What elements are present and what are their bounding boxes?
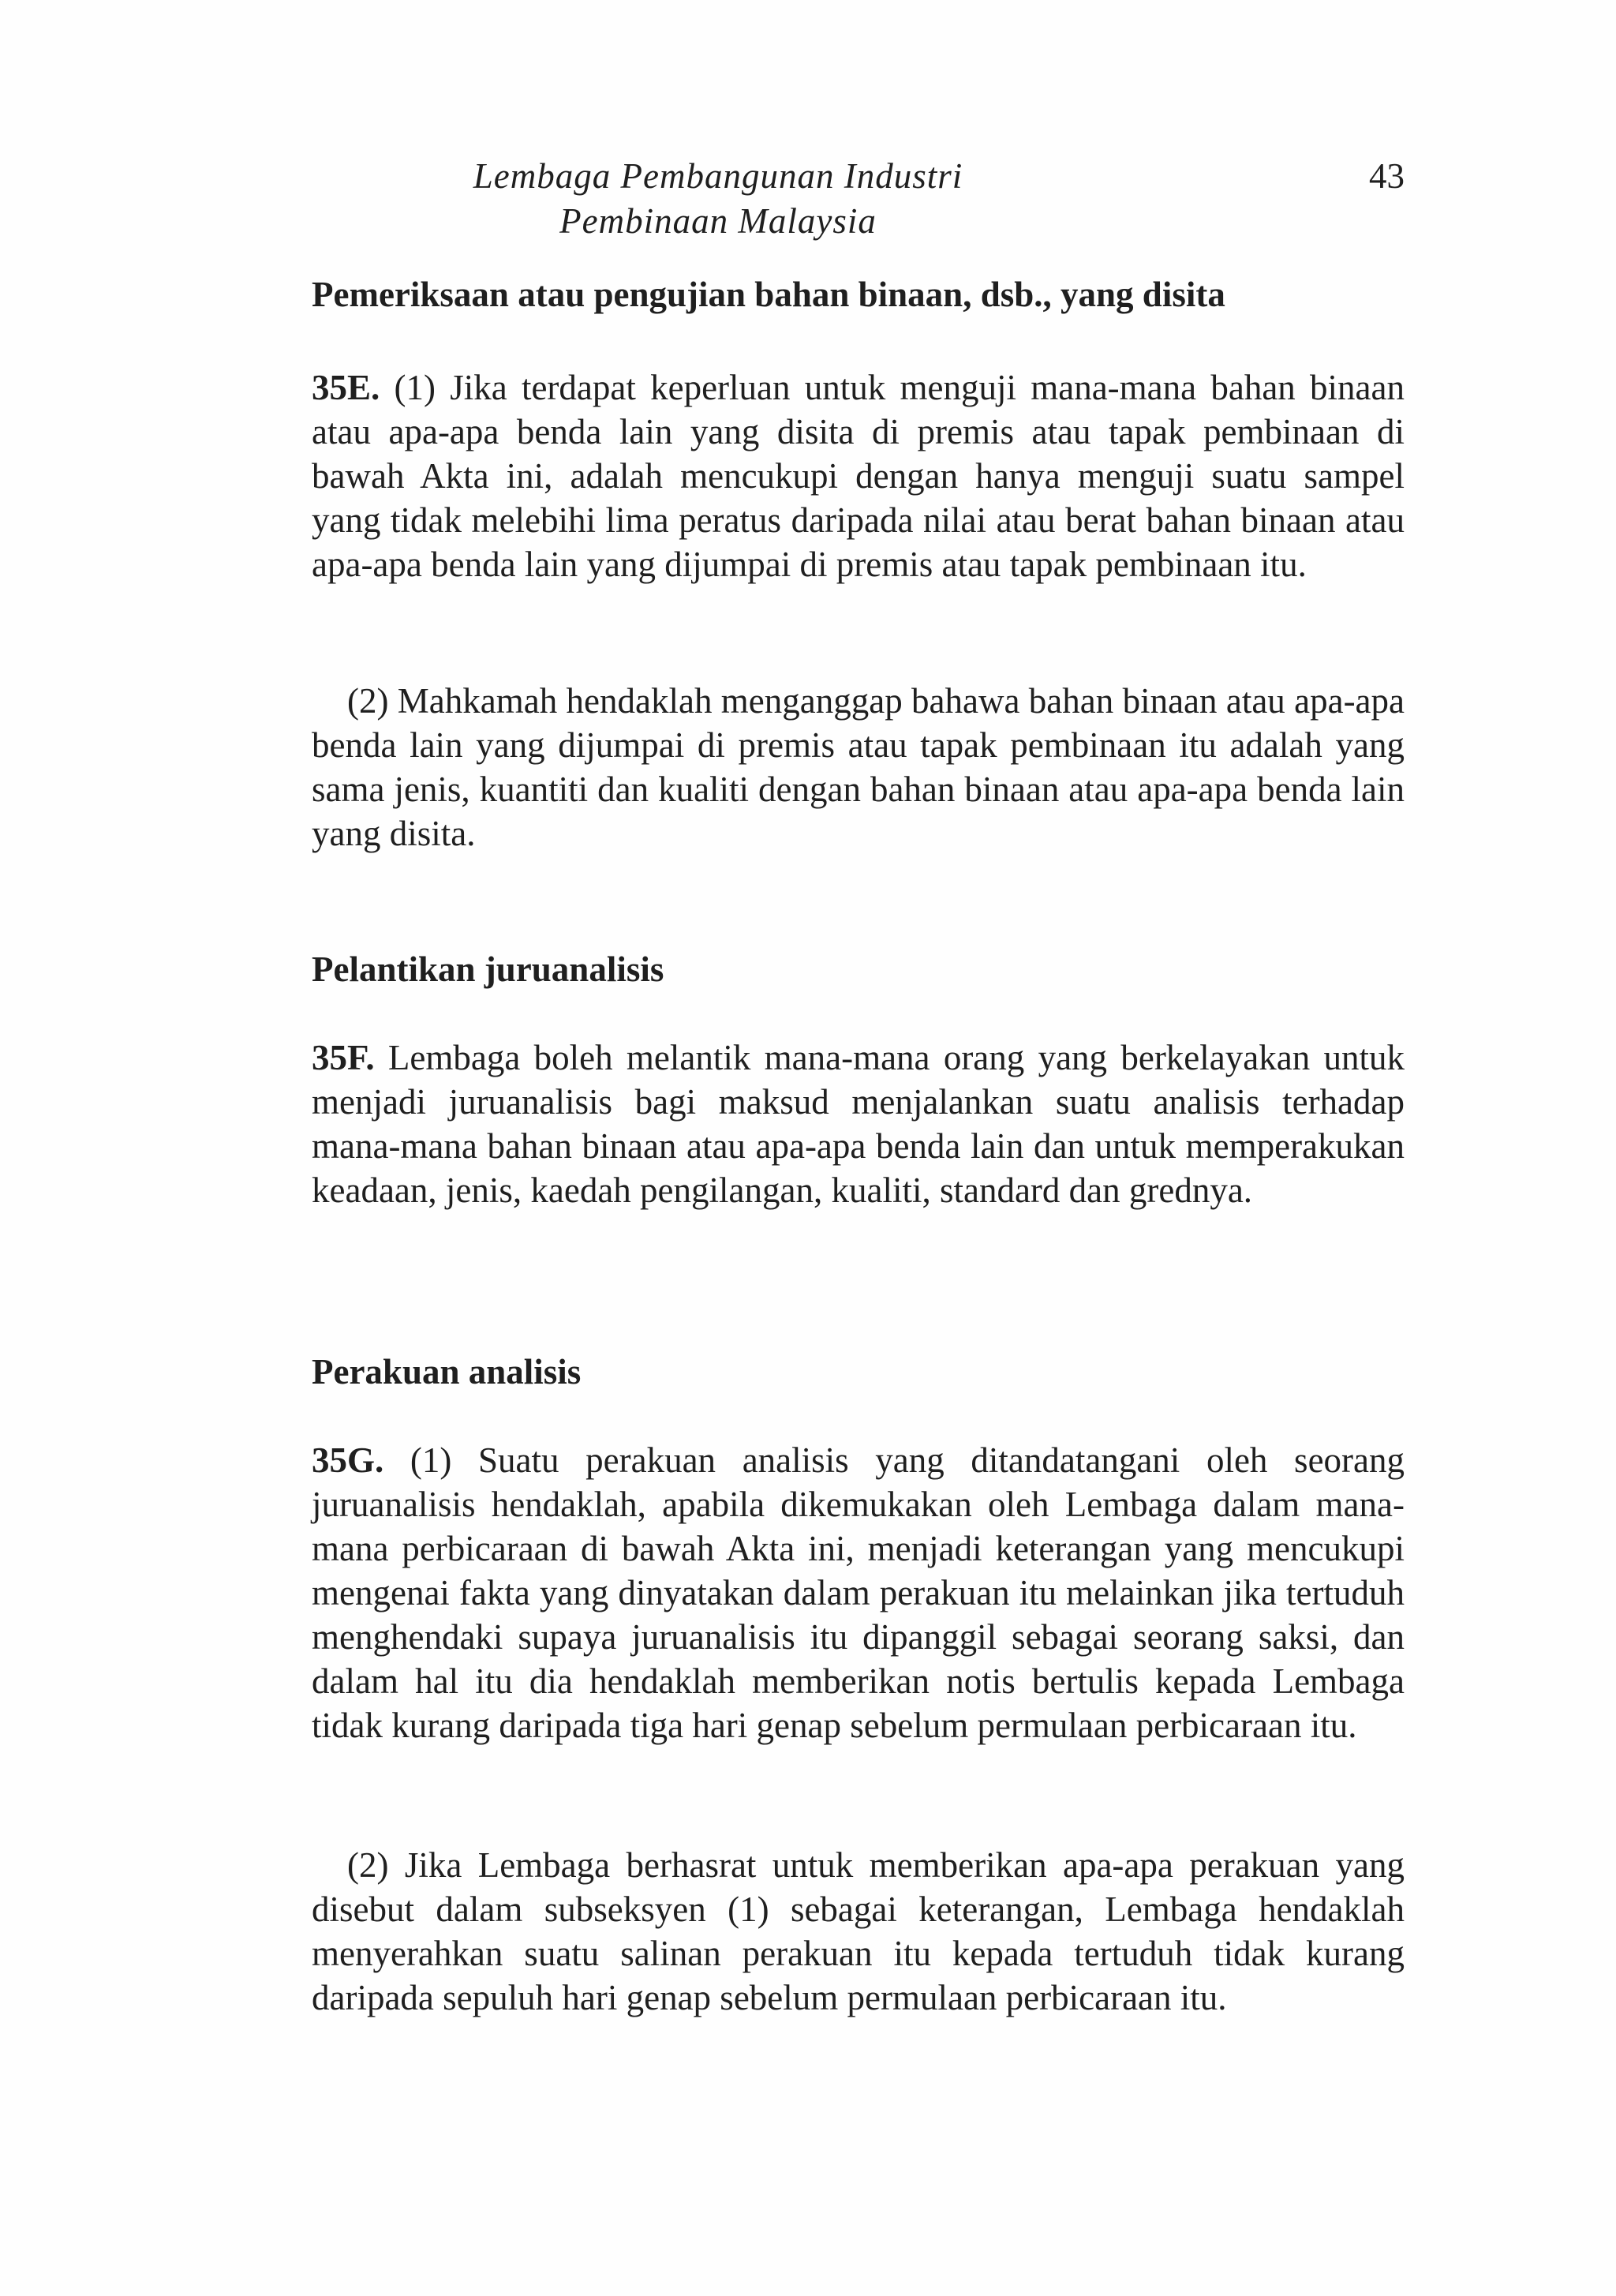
section-35g-paragraph-1 (312, 1438, 1405, 1747)
section-35f-paragraph-1 (312, 1036, 1405, 1212)
section-35g-paragraph-2 (312, 1843, 1405, 2020)
paragraph-text: (2) Jika Lembaga berhasrat untuk memberikan apa-apa perakuan yang disebut dalam subseksyen (1) sebagai keterangan, Lembaga hendaklah menyerahkan suatu salinan perakuan itu kepada tertuduh tidak kurang daripada sepuluh hari genap sebelum permulaan perbicaraan itu. (312, 1845, 1405, 2017)
section-heading-text: Pemeriksaan atau pengujian bahan binaan, dsb., yang disita (312, 275, 1225, 314)
page-number: 43 (1369, 156, 1405, 196)
section-35e-paragraph-2 (312, 679, 1405, 856)
section-heading-35g (312, 1350, 1405, 1394)
section-heading-35e (312, 272, 1405, 316)
section-number: 35G. (312, 1440, 384, 1480)
paragraph-text: (2) Mahkamah hendaklah menganggap bahawa bahan binaan atau apa-apa benda lain yang dijumpai di premis atau tapak pembinaan itu adalah yang sama jenis, kuantiti dan kualiti dengan bahan binaan atau apa-apa benda lain yang disita. (312, 681, 1405, 853)
header-title-line-2: Pembinaan Malaysia (559, 201, 877, 241)
section-heading-35f (312, 947, 1405, 991)
paragraph-text: (1) Jika terdapat keperluan untuk menguji mana-mana bahan binaan atau apa-apa benda lain yang disita di premis atau tapak pembinaan di bawah Akta ini, adalah mencukupi dengan hanya menguji suatu sampel yang tidak melebihi lima peratus daripada nilai atau berat bahan binaan atau apa-apa benda lain yang dijumpai di premis atau tapak pembinaan itu. (312, 368, 1405, 584)
running-header-title (442, 154, 994, 244)
paragraph-text: Lembaga boleh melantik mana-mana orang yang berkelayakan untuk menjadi juruanalisis bagi maksud menjalankan suatu analisis terhadap mana-mana bahan binaan atau apa-apa benda lain dan untuk memperakukan keadaan, jenis, kaedah pengilangan, kualiti, standard dan grednya. (312, 1038, 1405, 1210)
section-heading-text: Pelantikan juruanalisis (312, 949, 664, 989)
paragraph-text: (1) Suatu perakuan analisis yang ditandatangani oleh seorang juruanalisis hendaklah, apabila dikemukakan oleh Lembaga dalam mana-mana perbicaraan di bawah Akta ini, menjadi keterangan yang mencukupi mengenai fakta yang dinyatakan dalam perakuan itu melainkan jika tertuduh menghendaki supaya juruanalisis itu dipanggil sebagai seorang saksi, dan dalam hal itu dia hendaklah memberikan notis bertulis kepada Lembaga tidak kurang daripada tiga hari genap sebelum permulaan perbicaraan itu. (312, 1440, 1405, 1745)
section-35e-paragraph-1 (312, 365, 1405, 586)
section-number: 35F. (312, 1038, 375, 1077)
section-heading-text: Perakuan analisis (312, 1352, 582, 1391)
header-title-line-1: Lembaga Pembangunan Industri (473, 156, 963, 196)
section-number: 35E. (312, 368, 380, 407)
